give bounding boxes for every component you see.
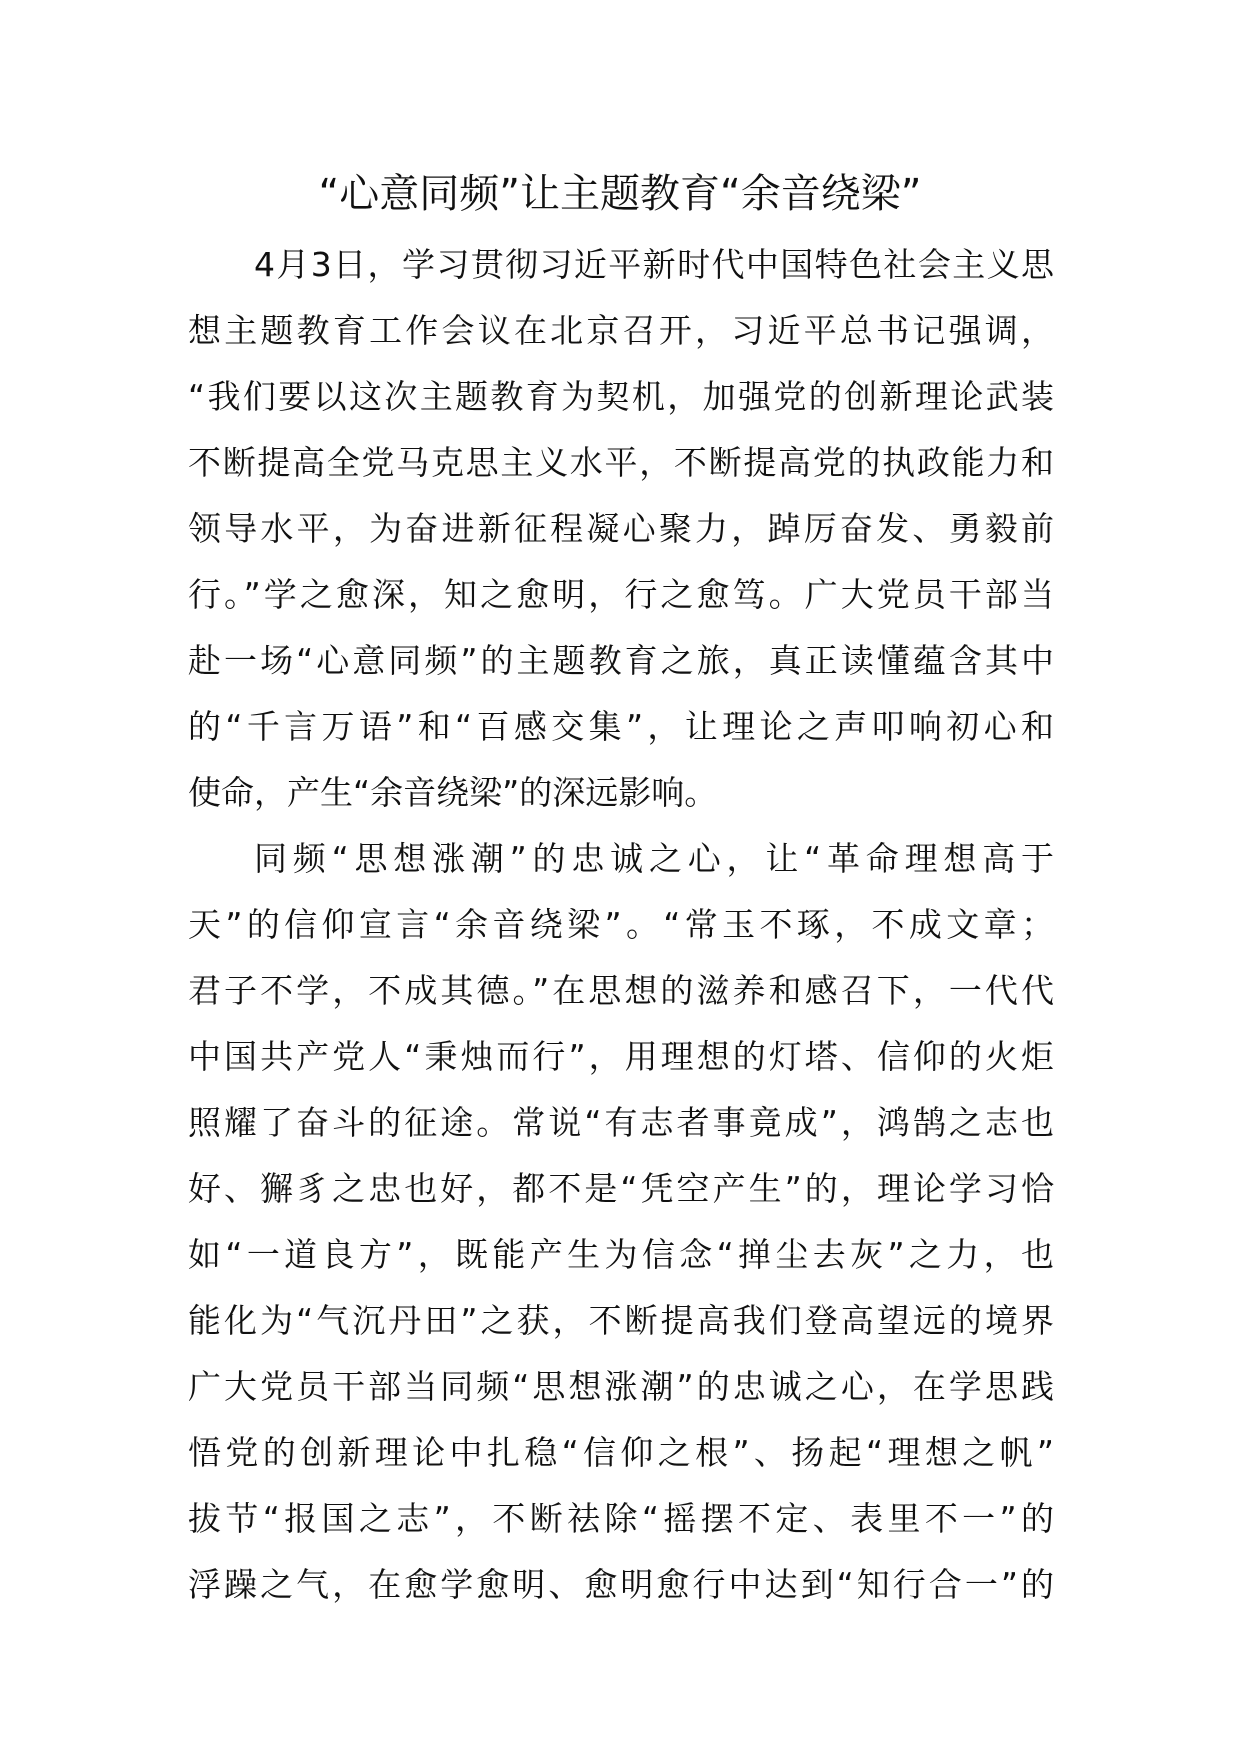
paragraph-line: 中国共产党人“秉烛而行”，用理想的灯塔、信仰的火炬 bbox=[188, 1037, 1054, 1076]
paragraph-line: 行。”学之愈深，知之愈明，行之愈笃。广大党员干部当 bbox=[188, 575, 1054, 614]
paragraph-line: 4月3日，学习贯彻习近平新时代中国特色社会主义思 bbox=[254, 245, 1054, 284]
paragraph-line: 广大党员干部当同频“思想涨潮”的忠诚之心，在学思践 bbox=[188, 1367, 1054, 1406]
paragraph-line: 如“一道良方”，既能产生为信念“掸尘去灰”之力，也 bbox=[188, 1235, 1054, 1274]
document-title: “心意同频”让主题教育“余音绕梁” bbox=[318, 171, 922, 217]
paragraph-1 bbox=[188, 232, 1054, 826]
paragraph-2 bbox=[188, 826, 1054, 1618]
paragraph-line: 拔节“报国之志”，不断祛除“摇摆不定、表里不一”的 bbox=[188, 1499, 1054, 1538]
paragraph-line: 不断提高全党马克思主义水平，不断提高党的执政能力和 bbox=[188, 443, 1054, 482]
paragraph-line: 赴一场“心意同频”的主题教育之旅，真正读懂蕴含其中 bbox=[188, 641, 1054, 680]
paragraph-line: 能化为“气沉丹田”之获，不断提高我们登高望远的境界 bbox=[188, 1301, 1054, 1340]
paragraph-line: 照耀了奋斗的征途。常说“有志者事竟成”，鸿鹄之志也 bbox=[188, 1103, 1054, 1142]
paragraph-line: 领导水平，为奋进新征程凝心聚力，踔厉奋发、勇毅前 bbox=[188, 509, 1054, 548]
paragraph-line: 君子不学，不成其德。”在思想的滋养和感召下，一代代 bbox=[188, 971, 1054, 1010]
document-body bbox=[188, 232, 1054, 1618]
paragraph-line: 天”的信仰宣言“余音绕梁”。“常玉不琢，不成文章； bbox=[188, 905, 1054, 944]
paragraph-line: 想主题教育工作会议在北京召开，习近平总书记强调， bbox=[188, 311, 1054, 350]
paragraph-line: 浮躁之气，在愈学愈明、愈明愈行中达到“知行合一”的 bbox=[188, 1565, 1054, 1604]
paragraph-line: 悟党的创新理论中扎稳“信仰之根”、扬起“理想之帆” bbox=[188, 1433, 1054, 1472]
paragraph-line: 好、獬豸之忠也好，都不是“凭空产生”的，理论学习恰 bbox=[188, 1169, 1054, 1208]
paragraph-line: 使命，产生“余音绕梁”的深远影响。 bbox=[188, 773, 718, 812]
paragraph-line: 同频“思想涨潮”的忠诚之心，让“革命理想高于 bbox=[254, 839, 1054, 878]
paragraph-line: “我们要以这次主题教育为契机，加强党的创新理论武装 bbox=[188, 377, 1054, 416]
paragraph-line: 的“千言万语”和“百感交集”，让理论之声叩响初心和 bbox=[188, 707, 1054, 746]
